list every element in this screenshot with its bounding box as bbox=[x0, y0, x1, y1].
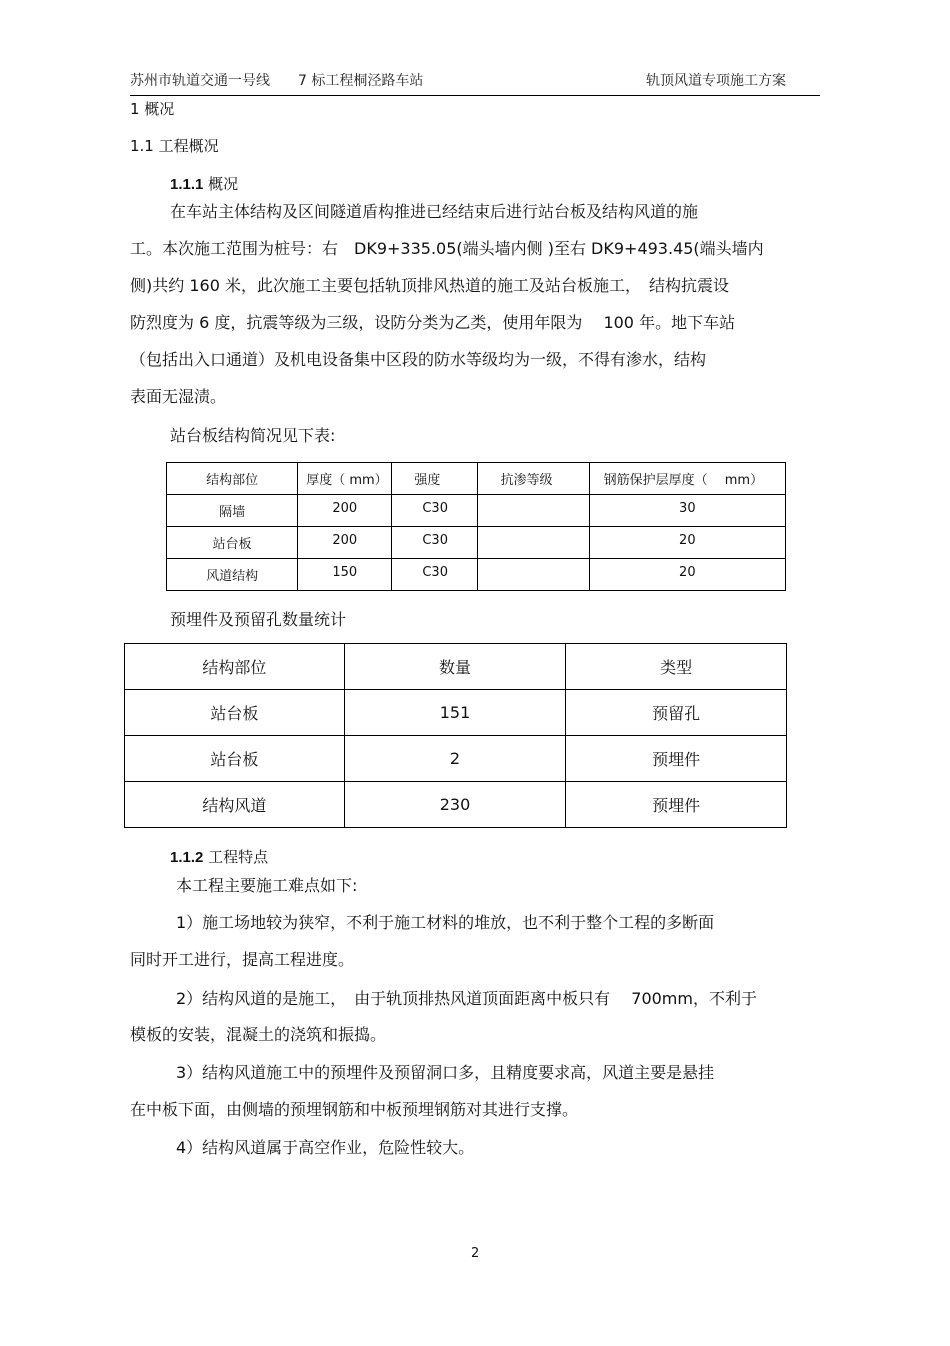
overview-line: 防烈度为 6 度，抗震等级为三级，设防分类为乙类，使用年限为 100 年。地下车站 bbox=[130, 313, 736, 332]
cell: 151 bbox=[344, 690, 566, 736]
platform-structure-table bbox=[166, 462, 786, 591]
difficulty-line: 4）结构风道属于高空作业，危险性较大。 bbox=[176, 1138, 475, 1157]
cell: 200 bbox=[298, 495, 392, 527]
overview-line: （包括出入口通道）及机电设备集中区段的防水等级均为一级，不得有渗水，结构 bbox=[130, 350, 707, 369]
cell bbox=[478, 559, 589, 591]
cell: 风道结构 bbox=[167, 559, 298, 591]
table-row bbox=[125, 736, 787, 782]
table2-caption: 预埋件及预留孔数量统计 bbox=[170, 610, 347, 629]
cell: 站台板 bbox=[125, 736, 345, 782]
cell: C30 bbox=[392, 495, 478, 527]
cell: 结构风道 bbox=[125, 782, 345, 828]
header-cell: 数量 bbox=[344, 644, 566, 690]
cell: 200 bbox=[298, 527, 392, 559]
table-header-row bbox=[167, 463, 786, 495]
cell: C30 bbox=[392, 559, 478, 591]
header-cell: 结构部位 bbox=[125, 644, 345, 690]
embedded-parts-table bbox=[124, 643, 787, 828]
header-left: 苏州市轨道交通一号线 7 标工程桐泾路车站 bbox=[130, 73, 424, 89]
overview-line: 在车站主体结构及区间隧道盾构推进已经结束后进行站台板及结构风道的施 bbox=[170, 202, 699, 221]
difficulty-line: 2）结构风道的是施工， 由于轨顶排热风道顶面距离中板只有 700mm，不利于 bbox=[176, 989, 757, 1008]
header-cell: 强度 bbox=[392, 463, 478, 495]
cell: 隔墙 bbox=[167, 495, 298, 527]
heading-title: 工程特点 bbox=[203, 848, 269, 866]
cell: C30 bbox=[392, 527, 478, 559]
header-cell: 类型 bbox=[566, 644, 787, 690]
header-cell: 厚度（ mm） bbox=[298, 463, 392, 495]
overview-line: 侧)共约 160 米，此次施工主要包括轨顶排风热道的施工及站台板施工， 结构抗震设 bbox=[130, 276, 729, 295]
table-row bbox=[167, 495, 786, 527]
overview-line: 表面无湿渍。 bbox=[130, 387, 227, 406]
table1-caption: 站台板结构简况见下表: bbox=[170, 426, 336, 445]
cell: 预埋件 bbox=[566, 782, 787, 828]
page-number: 2 bbox=[471, 1246, 480, 1261]
difficulty-intro: 本工程主要施工难点如下: bbox=[176, 876, 358, 895]
section-heading-1-1-1 bbox=[170, 173, 238, 194]
cell: 230 bbox=[344, 782, 566, 828]
header-rule bbox=[130, 95, 820, 96]
table-row bbox=[167, 527, 786, 559]
table-header-row bbox=[125, 644, 787, 690]
section-heading-1: 1 概况 bbox=[130, 100, 175, 118]
cell bbox=[478, 527, 589, 559]
table-row bbox=[125, 782, 787, 828]
cell: 预留孔 bbox=[566, 690, 787, 736]
header-cell: 抗渗等级 bbox=[478, 463, 589, 495]
cell: 2 bbox=[344, 736, 566, 782]
cell: 150 bbox=[298, 559, 392, 591]
cell: 站台板 bbox=[125, 690, 345, 736]
difficulty-line: 模板的安装，混凝土的浇筑和振捣。 bbox=[130, 1025, 387, 1044]
overview-line: 工。本次施工范围为桩号：右 DK9+335.05(端头墙内侧 )至右 DK9+493.45(端头墙内 bbox=[130, 239, 764, 258]
cell: 预埋件 bbox=[566, 736, 787, 782]
difficulty-line: 在中板下面，由侧墙的预埋钢筋和中板预埋钢筋对其进行支撑。 bbox=[130, 1100, 579, 1119]
difficulty-line: 同时开工进行，提高工程进度。 bbox=[130, 950, 355, 969]
heading-number: 1.1.2 bbox=[170, 849, 204, 866]
heading-number: 1.1.1 bbox=[170, 176, 204, 193]
cell: 30 bbox=[589, 495, 785, 527]
header-right: 轨顶风道专项施工方案 bbox=[646, 73, 786, 89]
table-row bbox=[167, 559, 786, 591]
heading-title: 概况 bbox=[203, 175, 239, 193]
section-heading-1-1: 1.1 工程概况 bbox=[130, 137, 219, 155]
difficulty-line: 3）结构风道施工中的预埋件及预留洞口多，且精度要求高，风道主要是悬挂 bbox=[176, 1063, 715, 1082]
cell: 20 bbox=[589, 559, 785, 591]
difficulty-line: 1）施工场地较为狭窄，不利于施工材料的堆放，也不利于整个工程的多断面 bbox=[176, 913, 715, 932]
header-cell: 钢筋保护层厚度（ mm） bbox=[589, 463, 785, 495]
table-row bbox=[125, 690, 787, 736]
cell: 20 bbox=[589, 527, 785, 559]
header-cell: 结构部位 bbox=[167, 463, 298, 495]
section-heading-1-1-2 bbox=[170, 846, 268, 867]
cell: 站台板 bbox=[167, 527, 298, 559]
cell bbox=[478, 495, 589, 527]
